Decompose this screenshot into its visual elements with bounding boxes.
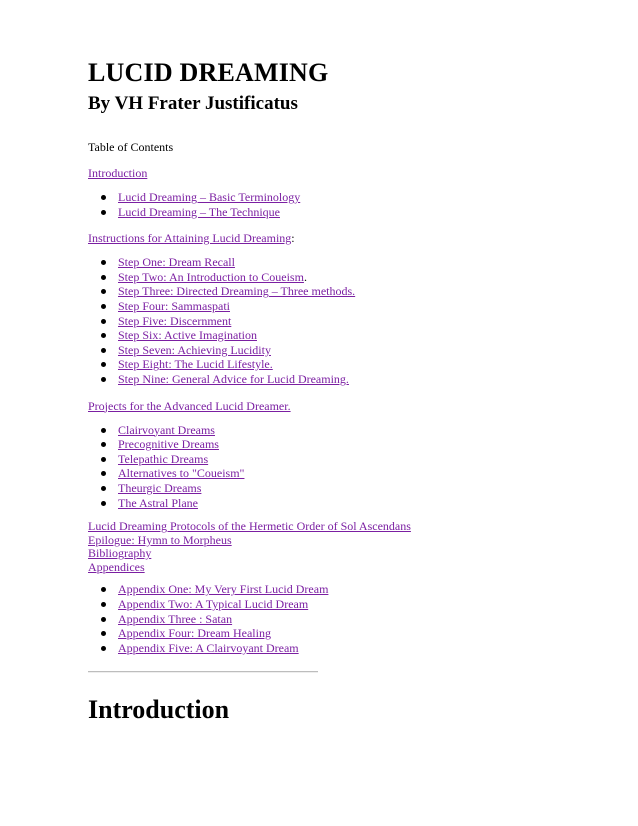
- toc-link-step-five[interactable]: Step Five: Discernment: [118, 313, 232, 328]
- list-item: [118, 582, 608, 597]
- toc-link-clairvoyant-dreams[interactable]: Clairvoyant Dreams: [118, 422, 215, 437]
- toc-link-theurgic-dreams[interactable]: Theurgic Dreams: [118, 480, 202, 495]
- toc-list-appendices: [88, 582, 608, 655]
- toc-standalone-links: [88, 520, 608, 574]
- list-item: [118, 437, 608, 452]
- toc-link-step-nine[interactable]: Step Nine: General Advice for Lucid Dreaming.: [118, 371, 349, 386]
- toc-link-alternatives-coueism[interactable]: Alternatives to "Coueism": [118, 466, 245, 481]
- list-item: [118, 466, 608, 481]
- toc-label: Table of Contents: [88, 140, 174, 154]
- list-item: [118, 284, 608, 299]
- list-item: [118, 343, 608, 358]
- toc-link-basic-terminology[interactable]: Lucid Dreaming – Basic Terminology: [118, 190, 301, 204]
- list-item: [118, 452, 608, 467]
- list-item: [118, 496, 608, 511]
- toc-link-appendix-two[interactable]: Appendix Two: A Typical Lucid Dream: [118, 597, 309, 612]
- toc-list-projects: [88, 423, 608, 511]
- list-item: [118, 626, 608, 641]
- list-item: [118, 612, 608, 627]
- toc-link-astral-plane[interactable]: The Astral Plane: [118, 495, 198, 510]
- list-item: [118, 481, 608, 496]
- toc-list-instructions: [88, 255, 608, 386]
- document-title: LUCID DREAMING: [88, 58, 329, 87]
- toc-link-the-technique[interactable]: Lucid Dreaming – The Technique: [118, 204, 280, 219]
- toc-link-step-two[interactable]: Step Two: An Introduction to Coueism: [118, 269, 304, 284]
- toc-link-step-eight[interactable]: Step Eight: The Lucid Lifestyle.: [118, 357, 273, 372]
- section-heading-introduction: Introduction: [88, 695, 230, 725]
- list-item: [118, 314, 608, 329]
- toc-step-two-period: .: [303, 269, 307, 284]
- list-item: [118, 190, 608, 205]
- toc-instructions-colon: :: [291, 231, 295, 246]
- toc-section-introduction: [88, 164, 608, 182]
- document-page: [88, 58, 608, 725]
- list-item: [118, 641, 608, 656]
- toc-link-step-three[interactable]: Step Three: Directed Dreaming – Three methods.: [118, 284, 356, 299]
- list-item: [118, 423, 608, 438]
- toc-link-step-seven[interactable]: Step Seven: Achieving Lucidity: [118, 342, 271, 357]
- toc-link-bibliography[interactable]: Bibliography: [88, 546, 152, 561]
- toc-list-introduction: [88, 190, 608, 219]
- list-item: [118, 270, 608, 285]
- toc-link-step-one[interactable]: Step One: Dream Recall: [118, 255, 235, 270]
- list-item: [118, 372, 608, 387]
- list-item: [118, 597, 608, 612]
- toc-link-step-six[interactable]: Step Six: Active Imagination: [118, 328, 257, 343]
- toc-link-precognitive-dreams[interactable]: Precognitive Dreams: [118, 437, 219, 452]
- document-byline: By VH Frater Justificatus: [88, 93, 298, 114]
- toc-link-appendices[interactable]: Appendices: [88, 559, 145, 574]
- horizontal-rule: [88, 671, 318, 673]
- toc-link-appendix-one[interactable]: Appendix One: My Very First Lucid Dream: [118, 582, 329, 597]
- list-item: [118, 255, 608, 270]
- list-item: [118, 299, 608, 314]
- toc-link-instructions[interactable]: Instructions for Attaining Lucid Dreaming: [88, 231, 292, 246]
- toc-link-telepathic-dreams[interactable]: Telepathic Dreams: [118, 451, 209, 466]
- toc-link-introduction[interactable]: Introduction: [88, 166, 148, 180]
- list-item: [118, 205, 608, 220]
- toc-link-step-four[interactable]: Step Four: Sammaspati: [118, 298, 230, 313]
- toc-section-instructions: [88, 229, 608, 247]
- toc-link-appendix-four[interactable]: Appendix Four: Dream Healing: [118, 626, 271, 641]
- toc-link-appendix-three[interactable]: Appendix Three : Satan: [118, 611, 233, 626]
- list-item: [118, 357, 608, 372]
- list-item: [118, 328, 608, 343]
- toc-link-appendix-five[interactable]: Appendix Five: A Clairvoyant Dream: [118, 640, 299, 655]
- toc-link-projects[interactable]: Projects for the Advanced Lucid Dreamer.: [88, 398, 291, 413]
- toc-link-epilogue[interactable]: Epilogue: Hymn to Morpheus: [88, 532, 232, 547]
- toc-section-projects: [88, 397, 608, 415]
- toc-link-protocols[interactable]: Lucid Dreaming Protocols of the Hermetic Order of Sol Ascendans: [88, 519, 411, 534]
